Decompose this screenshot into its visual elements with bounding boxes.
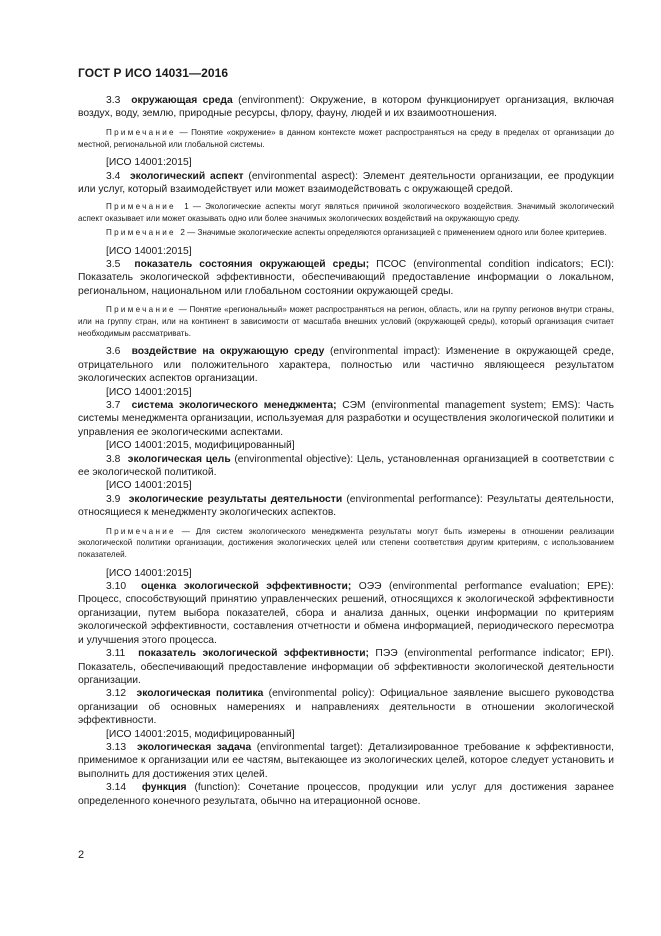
note-label: Примечание: [106, 127, 176, 137]
reference-3-6: [ИСО 14001:2015]: [106, 386, 192, 398]
term-definition: ОЭЭ (environmental performance evaluation; EPE): Процесс, способствующий принятию управленческих решений, относящихся к экологической эффективности организации, путем выбора показателей, сбора и анализа данных, оценки информации по критериям экологической эффективности, составления отчетности и обмена информацией, периодического пересмотра и улучшения этого процесса.: [78, 581, 614, 646]
term-definition: (environment): Окружение, в котором функционирует организация, включая воздух, воду, землю, природные ресурсы, флору, фауну, людей и их взаимоотношения.: [78, 95, 614, 120]
note-label: Примечание: [106, 526, 176, 536]
note-number: 1: [184, 202, 189, 212]
term-definition: (environmental impact): Изменение в окружающей среде, отрицательного или положительного характера, полностью или частично являющееся результатом экологических аспектов организации.: [78, 346, 614, 385]
term-entry-3-14: [78, 781, 614, 808]
term-number: 3.5: [106, 258, 121, 270]
reference-3-7: [ИСО 14001:2015, модифицированный]: [106, 440, 295, 452]
term-number: 3.13: [106, 741, 127, 753]
term-definition: (environmental target): Детализированное требование к эффективности, применимое к организации или ее частям, вытекающее из экологических целей, которое следует установить и выполнить для достижения этих целей.: [78, 741, 614, 780]
term-entry-3-6: [78, 345, 614, 385]
term-entry-3-3: [78, 94, 614, 121]
term-name: окружающая среда: [131, 95, 233, 106]
note-3-4-1: [78, 201, 614, 224]
term-definition: СЭМ (environmental management system; EMS): Часть системы менеджмента организации, используемая для разработки и осуществления экологической политики и управления ее экологическими аспектами.: [78, 399, 614, 438]
term-definition: (environmental objective): Цель, установленная организацией в соответствии с ее экологической политикой.: [78, 453, 614, 478]
term-name: показатель экологической эффективности;: [138, 648, 369, 660]
note-3-4-2: [78, 227, 614, 239]
term-number: 3.6: [106, 346, 121, 358]
note-3-9: [78, 526, 614, 561]
term-definition: (environmental performance): Результаты деятельности, относящиеся к менеджменту экологических аспектов.: [78, 493, 614, 519]
term-number: 3.11: [106, 648, 126, 660]
page-header: ГОСТ Р ИСО 14031—2016: [78, 66, 229, 80]
term-entry-3-11: [78, 647, 614, 687]
term-definition: (function): Сочетание процессов, продукции или услуг для достижения заранее определенного конечного результата, обычно на итерационной основе.: [78, 782, 614, 807]
document-body: [78, 94, 614, 808]
note-label: Примечание: [106, 202, 176, 212]
note-text: — Понятие «региональный» может распространяться на регион, область, или на группу регионов внутри страны, или на группу стран, или на континент в зависимости от масштаба внешних условий (окружающей среды), который организация считает необходимым рассматривать.: [78, 305, 614, 338]
term-definition: (environmental policy): Официальное заявление высшего руководства организации об основных намерениях и направлениях деятельности в отношении экологической эффективности.: [78, 688, 614, 727]
term-number: 3.10: [106, 581, 127, 593]
term-name: экологическая цель: [127, 453, 231, 465]
term-name: экологическая политика: [136, 688, 264, 700]
term-number: 3.4: [106, 170, 121, 182]
term-definition: (environmental aspect): Элемент деятельности организации, ее продукции или услуг, который взаимодействует или может взаимодействовать с окружающей средой.: [78, 170, 614, 196]
term-name: показатель состояния окружающей среды;: [134, 258, 370, 270]
term-entry-3-13: [78, 741, 614, 781]
note-text: — Значимые экологические аспекты определяются организацией с применением одного или более критериев.: [187, 227, 607, 237]
reference-3-12: [ИСО 14001:2015, модифицированный]: [106, 728, 295, 740]
term-name: экологическая задача: [137, 741, 252, 753]
term-name: система экологического менеджмента;: [131, 399, 337, 411]
term-entry-3-5: [78, 258, 614, 298]
term-definition: ПЭЭ (environmental performance indicator; EPI). Показатель, обеспечивающий предоставление информации об эффективности экологической деятельности организации.: [78, 648, 614, 686]
reference-3-9: [ИСО 14001:2015]: [106, 567, 192, 579]
term-number: 3.12: [106, 688, 127, 700]
term-entry-3-8: [78, 453, 614, 480]
term-name: воздействие на окружающую среду: [131, 346, 325, 358]
note-text: — Экологические аспекты могут являться причиной экологического воздействия. Значимый экологический аспект оказывает или может оказывать одно или более значимых экологических воздействий на окружающую среду.: [78, 202, 615, 224]
term-entry-3-4: [78, 170, 614, 197]
note-label: Примечание: [106, 227, 176, 237]
term-entry-3-12: [78, 687, 614, 727]
note-3-3: [78, 127, 614, 150]
term-number: 3.8: [106, 453, 121, 465]
note-label: Примечание: [106, 305, 176, 315]
term-entry-3-10: [78, 580, 614, 647]
term-entry-3-9: [78, 493, 614, 520]
page-number: 2: [78, 849, 85, 861]
term-name: экологический аспект: [129, 170, 244, 182]
term-number: 3.7: [106, 399, 121, 411]
reference-3-8: [ИСО 14001:2015]: [106, 480, 192, 492]
note-text: — Понятие «окружение» в данном контексте может распространяться на среду в пределах от организации до местной, региональной или глобальной системы.: [78, 127, 614, 149]
note-3-5: [78, 304, 614, 339]
term-name: экологические результаты деятельности: [128, 493, 343, 505]
term-name: оценка экологической эффективности;: [140, 581, 352, 593]
note-number: 2: [180, 227, 185, 237]
term-entry-3-7: [78, 399, 614, 439]
reference-3-3: [ИСО 14001:2015]: [106, 157, 192, 169]
term-name: функция: [141, 782, 187, 794]
term-number: 3.14: [106, 782, 127, 794]
term-number: 3.9: [106, 493, 121, 505]
reference-3-4: [ИСО 14001:2015]: [106, 245, 192, 257]
note-text: — Для систем экологического менеджмента результаты могут быть измерены в отношении реализации экологической политики организации, достижения экологических целей или степени соответствия другим критериям, с использованием показателей.: [78, 526, 614, 559]
term-definition: ПСОС (environmental condition indicators; ECI): Показатель экологической эффективности, обеспечивающий предоставление информации о локальном, региональном, национальном или глобальном состоянии окружающей среды.: [78, 258, 614, 297]
term-number: 3.3: [106, 95, 121, 106]
